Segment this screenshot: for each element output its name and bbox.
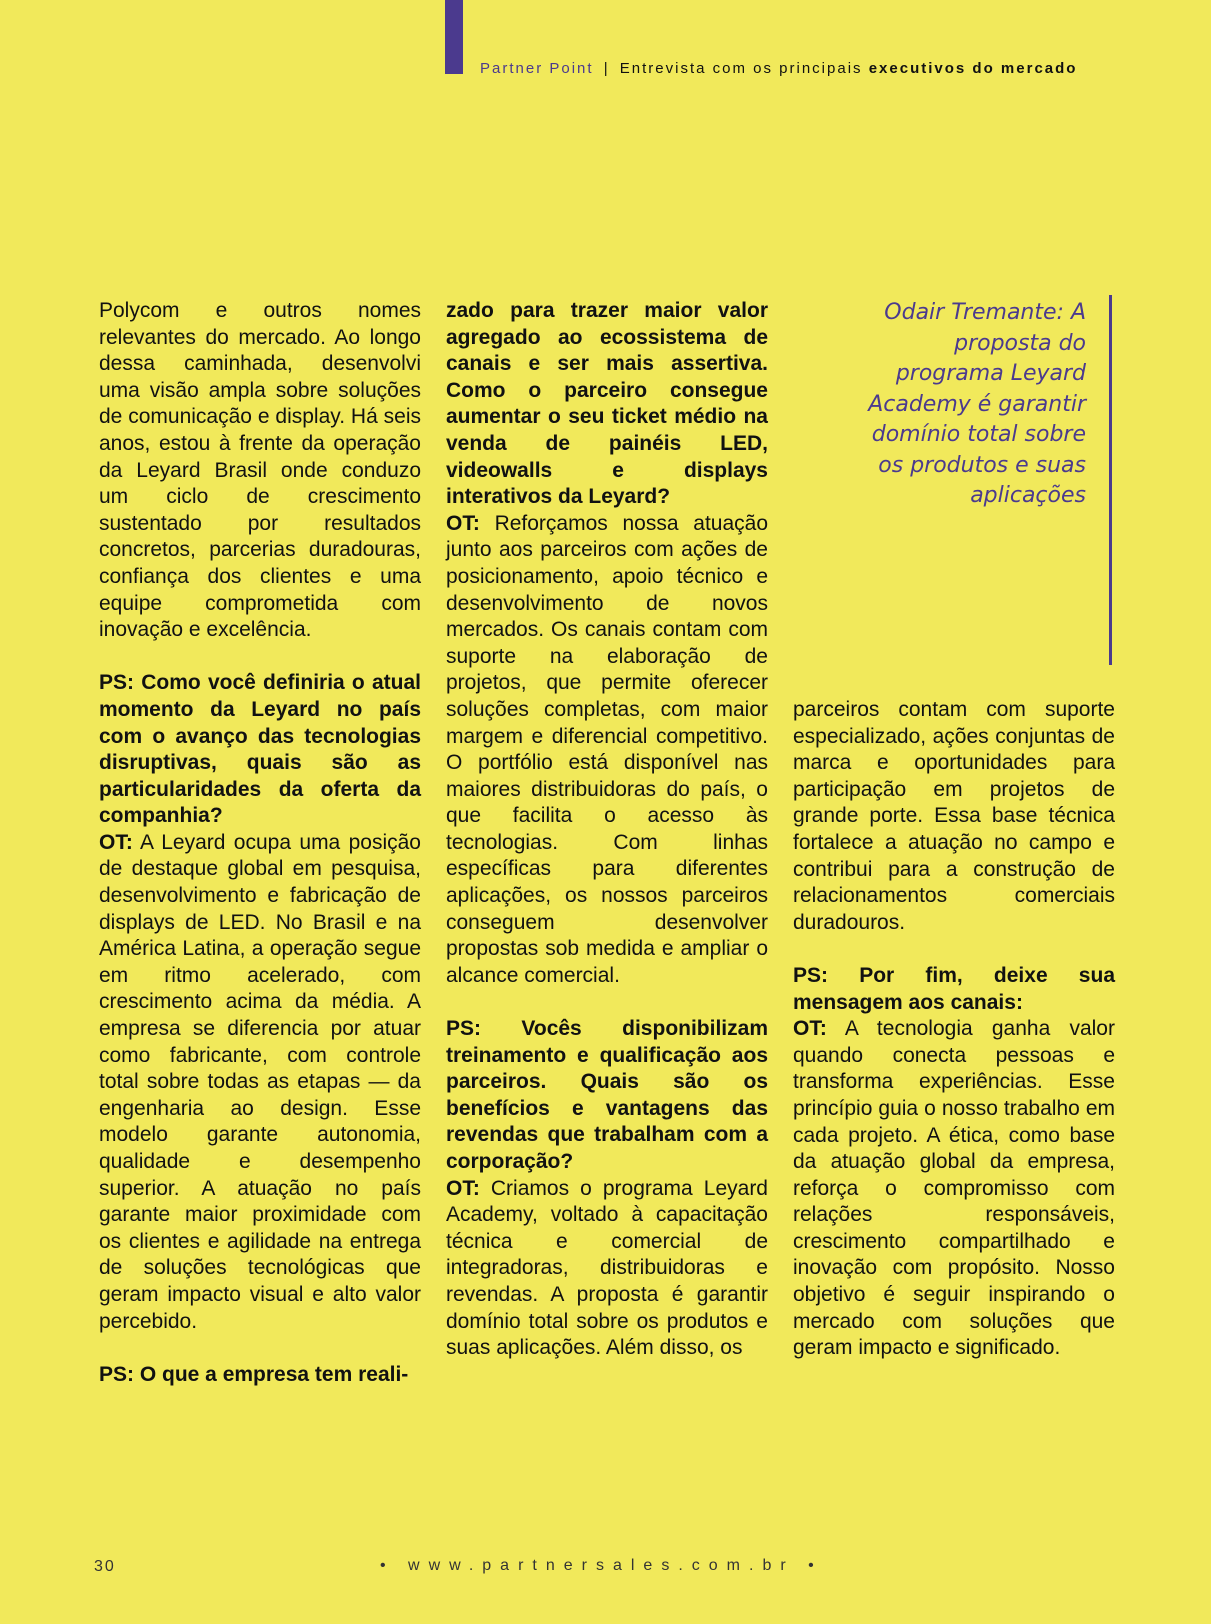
paragraph: Polycom e outros nomes relevantes do mercado. Ao longo dessa caminhada, desenvolvi uma visão ampla sobre soluções de comunicação e display. Há seis anos, estou à frente da operação da Leyard Brasil onde conduzo um ciclo de crescimento sustentado por resultados concretos, parcerias duradouras, confiança dos clientes e uma equipe comprometida com inovação e excelência. xyxy=(99,299,421,642)
question: PS: Por fim, deixe sua mensagem aos canais: xyxy=(793,963,1115,1014)
answer-label: OT: xyxy=(99,830,133,854)
header-title-prefix: Entrevista com os principais xyxy=(619,60,863,77)
article-column-3 xyxy=(793,697,1115,1362)
answer xyxy=(446,1176,768,1362)
question: PS: Como você definiria o atual momento da Leyard no país com o avanço das tecnologias disruptivas, quais são as particularidades da oferta da companhia? xyxy=(99,671,421,828)
answer-text: A tecnologia ganha valor quando conecta pessoas e transforma experiências. Esse princípio guia o nosso trabalho em cada projeto. A ética, como base da atuação global da empresa, reforça o compromisso com relações responsáveis, crescimento compartilhado e inovação com propósito. Nosso objetivo é seguir inspirando o mercado com soluções que geram impacto e significado. xyxy=(793,1017,1115,1360)
question: PS: O que a empresa tem reali- xyxy=(99,1362,409,1386)
answer-label: OT: xyxy=(793,1017,827,1041)
answer xyxy=(446,511,768,990)
answer xyxy=(793,1016,1115,1362)
header-title-strong: executivos do mercado xyxy=(868,60,1078,77)
pull-quote-rule xyxy=(1109,295,1112,665)
header-separator: | xyxy=(603,60,610,77)
article-column-2 xyxy=(446,298,768,1362)
answer xyxy=(99,830,421,1335)
answer-text: Reforçamos nossa atuação junto aos parceiros com ações de posicionamento, apoio técnico e desenvolvimento de novos mercados. Os canais contam com suporte na elaboração de projetos, que permite oferecer soluções completas, com maior margem e diferencial competitivo. O portfólio está disponível nas maiores distribuidoras do país, o que facilita o acesso às tecnologias. Com linhas específicas para diferentes aplicações, os nossos parceiros conseguem desenvolver propostas sob medida e ampliar o alcance comercial. xyxy=(446,511,768,987)
article-column-1 xyxy=(99,298,421,1388)
page-number: 30 xyxy=(94,1558,116,1575)
section-brand: Partner Point xyxy=(480,60,594,77)
answer-label: OT: xyxy=(446,1176,480,1200)
pull-quote: Odair Tremante: A proposta do programa Leyard Academy é garantir domínio total sobre os produtos e suas aplicações xyxy=(868,300,1086,508)
question: PS: Vocês disponibilizam treinamento e qualificação aos parceiros. Quais são os benefícios e vantagens das revendas que trabalham com a corporação? xyxy=(446,1017,768,1173)
answer-text: Criamos o programa Leyard Academy, voltado à capacitação técnica e comercial de integradoras, distribuidoras e revendas. A proposta é garantir domínio total sobre os produtos e suas aplicações. Além disso, os xyxy=(446,1176,768,1360)
paragraph: parceiros contam com suporte especializado, ações conjuntas de marca e oportunidades para participação em projetos de grande porte. Essa base técnica fortalece a atuação no campo e contribui para a construção de relacionamentos comerciais duradouros. xyxy=(793,698,1115,934)
question: zado para trazer maior valor agregado ao ecossistema de canais e ser mais assertiva. Como o parceiro consegue aumentar o seu ticket médio na venda de painéis LED, videowalls e displays interativos da Leyard? xyxy=(446,299,768,509)
section-header xyxy=(480,60,1077,77)
header-accent-bar xyxy=(445,0,463,74)
answer-text: A Leyard ocupa uma posição de destaque global em pesquisa, desenvolvimento e fabricação de displays de LED. No Brasil e na América Latina, a operação segue em ritmo acelerado, com crescimento acima da média. A empresa se diferencia por atuar como fabricante, com controle total sobre todas as etapas — da engenharia ao design. Esse modelo garante autonomia, qualidade e desempenho superior. A atuação no país garante maior proximidade com os clientes e agilidade na entrega de soluções tecnológicas que geram impacto visual e alto valor percebido. xyxy=(99,830,421,1333)
answer-label: OT: xyxy=(446,511,480,535)
footer-url: • www.partnersales.com.br • xyxy=(380,1557,823,1574)
